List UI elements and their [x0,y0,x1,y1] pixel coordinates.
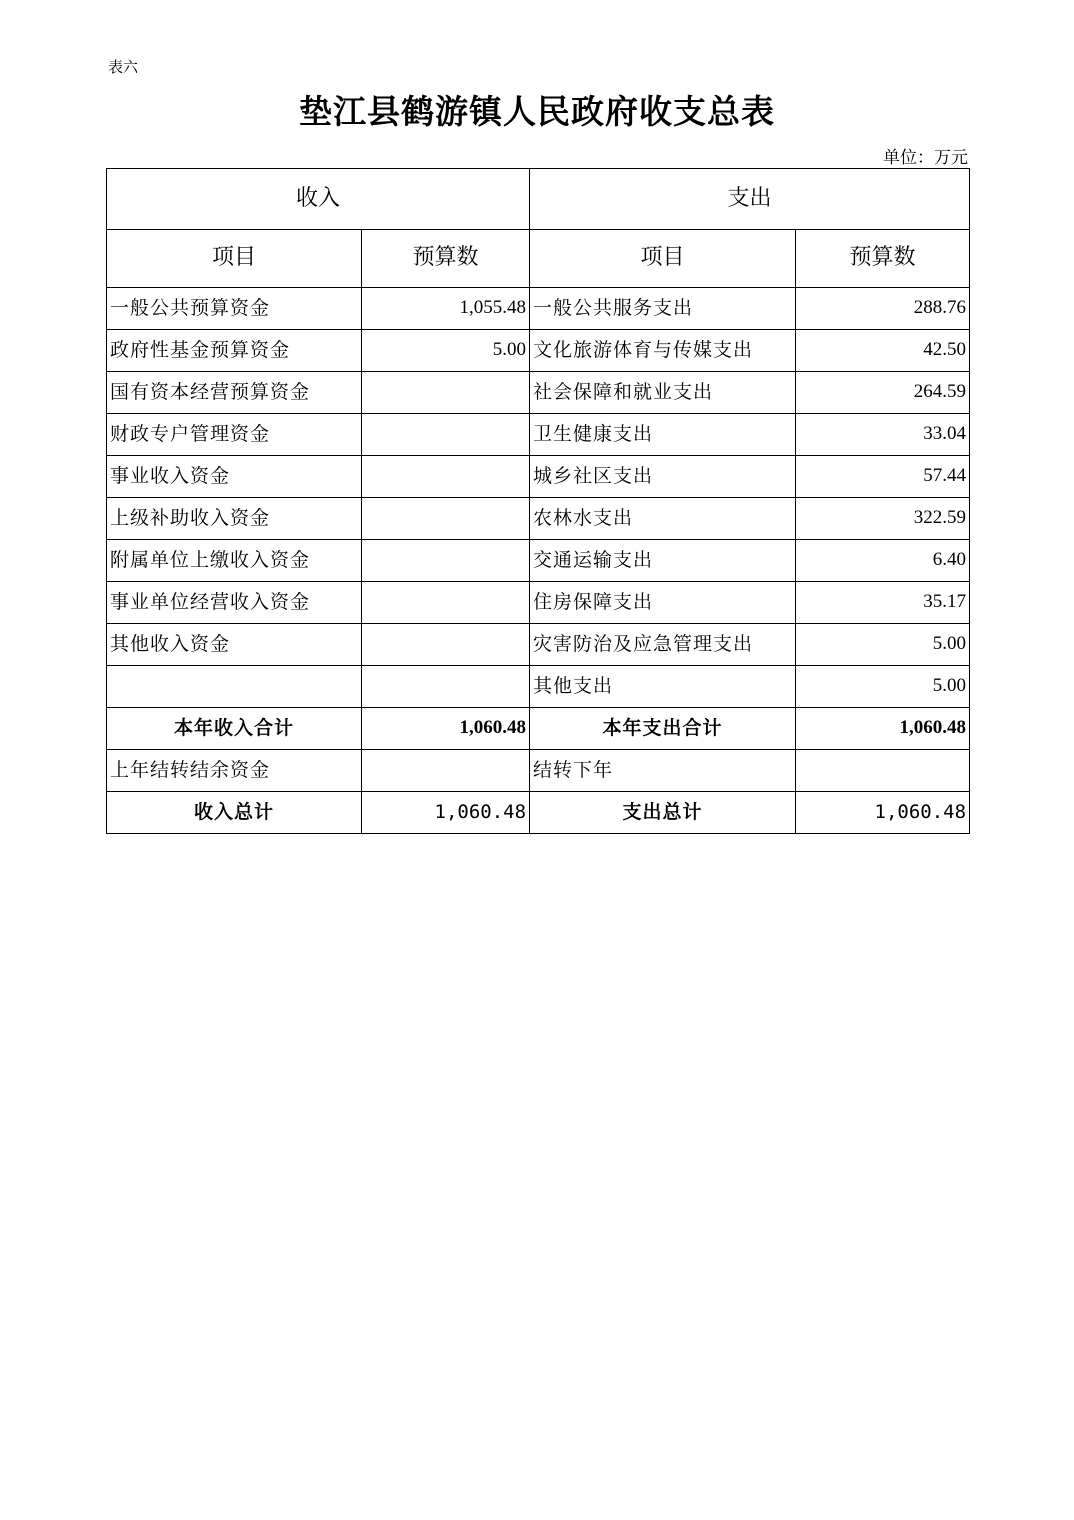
expense-total-label: 支出总计 [530,792,796,834]
income-carryover-value [362,750,530,792]
expense-item-cell: 一般公共服务支出 [530,288,796,330]
table-row [107,582,970,624]
expense-item-cell: 社会保障和就业支出 [530,372,796,414]
income-value-cell: 5.00 [362,330,530,372]
income-value-cell [362,624,530,666]
expense-item-cell: 其他支出 [530,666,796,708]
income-item-cell: 事业单位经营收入资金 [107,582,362,624]
table-label: 表六 [108,58,139,76]
subtotal-row [107,708,970,750]
table-row [107,330,970,372]
expense-value-cell: 5.00 [796,624,970,666]
table-row [107,372,970,414]
income-value-cell [362,666,530,708]
income-item-cell: 一般公共预算资金 [107,288,362,330]
expense-section-header: 支出 [530,169,970,230]
income-value-cell [362,498,530,540]
expense-value-cell: 288.76 [796,288,970,330]
expense-item-cell: 交通运输支出 [530,540,796,582]
income-section-header: 收入 [107,169,530,230]
budget-summary-table [106,168,970,834]
income-value-cell [362,414,530,456]
section-header-row [107,169,970,230]
expense-item-cell: 住房保障支出 [530,582,796,624]
expense-subtotal-value: 1,060.48 [796,708,970,750]
expense-subtotal-label: 本年支出合计 [530,708,796,750]
total-row [107,792,970,834]
expense-value-cell: 57.44 [796,456,970,498]
income-carryover-label: 上年结转结余资金 [107,750,362,792]
expense-item-cell: 城乡社区支出 [530,456,796,498]
table-row [107,624,970,666]
income-item-cell: 国有资本经营预算资金 [107,372,362,414]
income-item-cell: 其他收入资金 [107,624,362,666]
expense-value-cell: 42.50 [796,330,970,372]
income-item-cell: 财政专户管理资金 [107,414,362,456]
expense-value-cell: 322.59 [796,498,970,540]
expense-budget-header: 预算数 [796,230,970,288]
income-item-cell: 政府性基金预算资金 [107,330,362,372]
expense-item-cell: 灾害防治及应急管理支出 [530,624,796,666]
table-row [107,666,970,708]
expense-item-cell: 卫生健康支出 [530,414,796,456]
expense-item-header: 项目 [530,230,796,288]
unit-label: 单位：万元 [883,148,968,168]
expense-carryover-label: 结转下年 [530,750,796,792]
income-total-value: 1,060.48 [362,792,530,834]
income-value-cell [362,456,530,498]
income-value-cell [362,372,530,414]
income-item-cell [107,666,362,708]
page-title: 垫江县鹤游镇人民政府收支总表 [299,92,775,131]
carryover-row [107,750,970,792]
income-item-header: 项目 [107,230,362,288]
table-row [107,498,970,540]
income-total-label: 收入总计 [107,792,362,834]
table-row [107,456,970,498]
table-row [107,288,970,330]
expense-carryover-value [796,750,970,792]
expense-total-value: 1,060.48 [796,792,970,834]
expense-value-cell: 33.04 [796,414,970,456]
expense-value-cell: 35.17 [796,582,970,624]
table-row [107,414,970,456]
income-value-cell: 1,055.48 [362,288,530,330]
income-subtotal-label: 本年收入合计 [107,708,362,750]
expense-value-cell: 6.40 [796,540,970,582]
income-subtotal-value: 1,060.48 [362,708,530,750]
income-budget-header: 预算数 [362,230,530,288]
income-value-cell [362,540,530,582]
expense-value-cell: 5.00 [796,666,970,708]
expense-value-cell: 264.59 [796,372,970,414]
income-value-cell [362,582,530,624]
table-row [107,540,970,582]
income-item-cell: 附属单位上缴收入资金 [107,540,362,582]
expense-item-cell: 文化旅游体育与传媒支出 [530,330,796,372]
expense-item-cell: 农林水支出 [530,498,796,540]
column-header-row [107,230,970,288]
income-item-cell: 事业收入资金 [107,456,362,498]
income-item-cell: 上级补助收入资金 [107,498,362,540]
